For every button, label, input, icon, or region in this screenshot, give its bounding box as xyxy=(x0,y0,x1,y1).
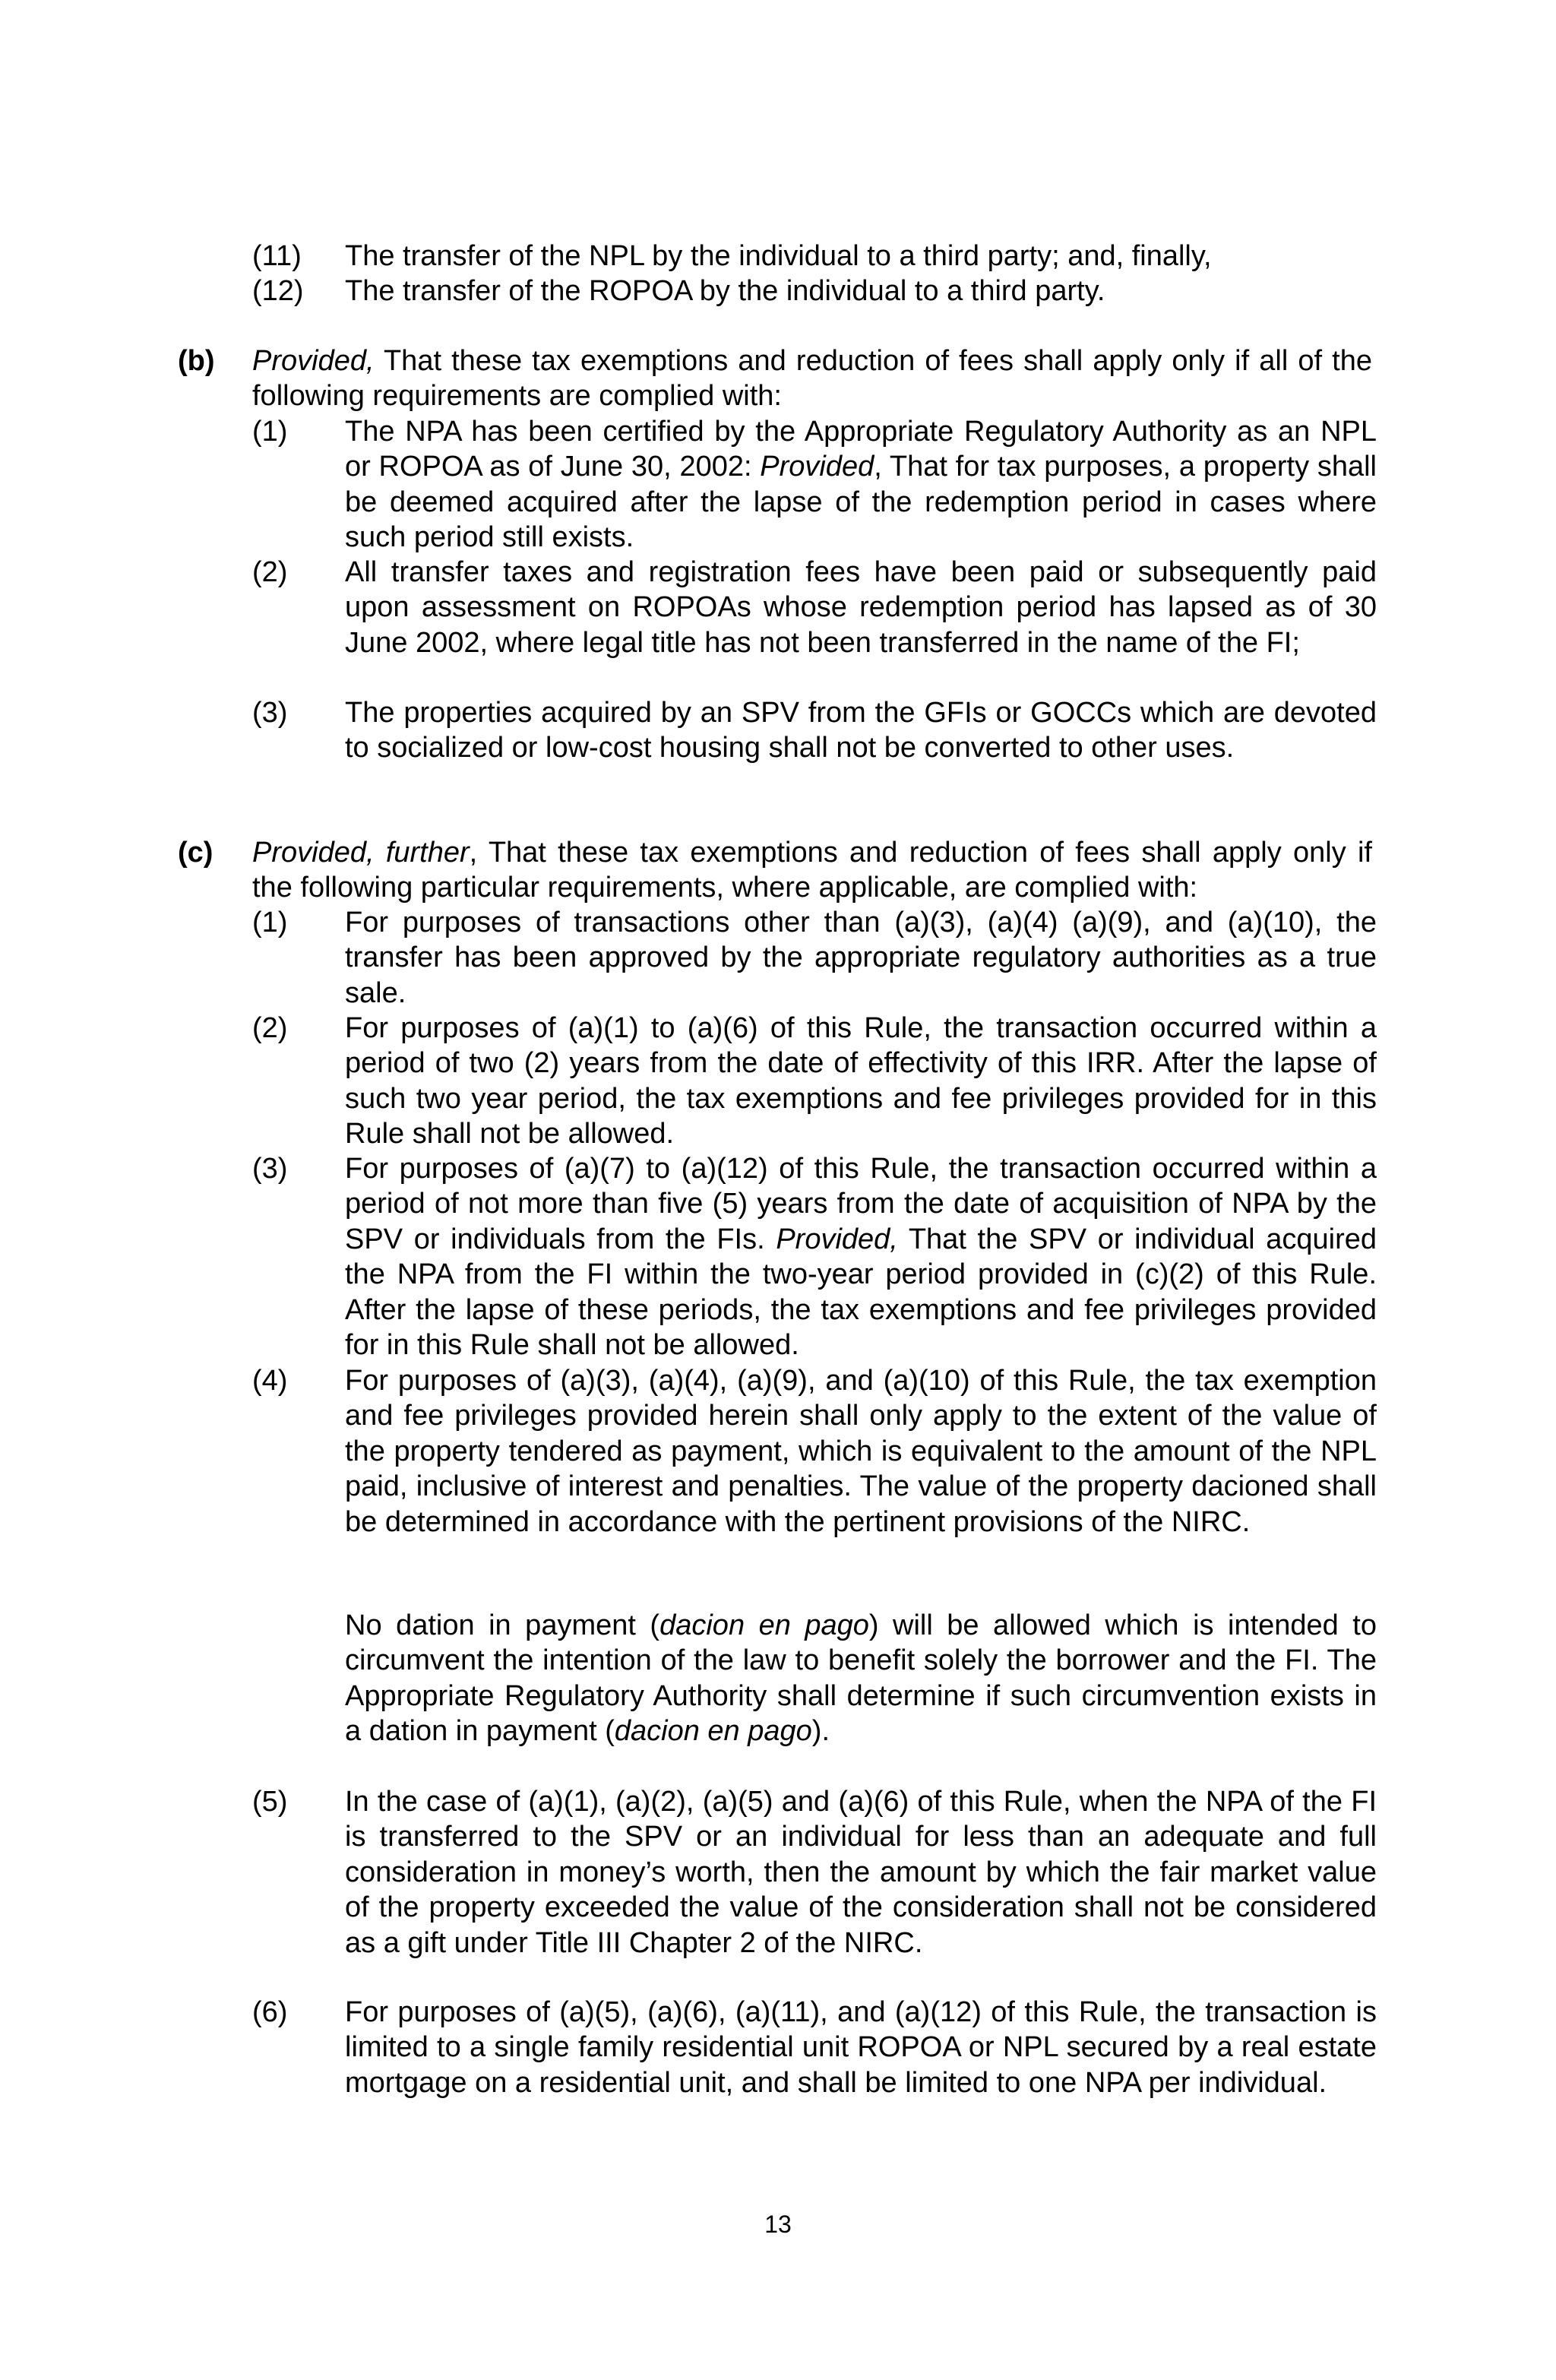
text-run: ). xyxy=(811,1715,830,1748)
item-text: In the case of (a)(1), (a)(2), (a)(5) and (a)(6) of this Rule, when the NPA of the FI is transferred to the SPV or an individual for less than an adequate and full consideration in money’s worth, then the amount by which the fair market value of the property exceeded the value of the consideration shall not be considered as a gift under Title III Chapter 2 of the NIRC. xyxy=(345,1786,1377,1959)
item-number: (1) xyxy=(252,416,288,448)
item-text xyxy=(345,414,1377,555)
text-run: For purposes of (a)(7) to (a)(12) of this Rule, the transaction occurred within a period of not more than five (5) years from the date of acquisition of NPA by the SPV or individuals from the FIs. xyxy=(345,1153,1377,1255)
section-intro xyxy=(252,835,1372,906)
item-text: The properties acquired by an SPV from the GFIs or GOCCs which are devoted to socialized or low-cost housing shall not be converted to other uses. xyxy=(345,697,1377,764)
item-number: (2) xyxy=(252,556,288,588)
item-number: (4) xyxy=(252,1365,288,1397)
text-run: ) will be allowed which is intended to circumvent the intention of the law to benefit solely the borrower and the FI. The Appropriate Regulatory Authority shall determine if such circumvention exists in a dation in payment ( xyxy=(345,1609,1377,1748)
intro-text: , That these tax exemptions and reduction of fees shall apply only if the following particular requirements, where applicable, are complied with: xyxy=(252,837,1372,904)
item-text: For purposes of transactions other than (a)(3), (a)(4) (a)(9), and (a)(10), the transfer has been approved by the appropriate regulatory authorities as a true sale. xyxy=(345,907,1377,1009)
text-run: No dation in payment ( xyxy=(345,1609,660,1641)
intro-italic: Provided, xyxy=(252,345,375,377)
item-text: For purposes of (a)(1) to (a)(6) of this Rule, the transaction occurred within a period of two (2) years from the date of effectivity of this IRR. After the lapse of such two year period, the tax exemptions and fee privileges provided for in this Rule shall not be allowed. xyxy=(345,1012,1377,1150)
item-number: (1) xyxy=(252,907,288,938)
item-text: The transfer of the NPL by the individual to a third party; and, finally, xyxy=(345,240,1212,272)
section-label: (c) xyxy=(178,837,213,869)
item-text xyxy=(345,1151,1377,1362)
section-intro xyxy=(252,343,1372,414)
text-run-italic: Provided xyxy=(760,451,874,483)
text-run-italic: dacion en pago xyxy=(659,1609,869,1641)
item-number: (3) xyxy=(252,697,288,729)
item-text: All transfer taxes and registration fees have been paid or subsequently paid upon assessment on ROPOAs whose redemption period has lapsed as of 30 June 2002, where legal title has not been transferred in the name of the FI; xyxy=(345,556,1377,659)
text-run: That the SPV or individual acquired the NPA from the FI within the two-year period provided in (c)(2) of this Rule. After the lapse of these periods, the tax exemptions and fee privileges provided for in this Rule shall not be allowed. xyxy=(345,1223,1377,1362)
dacion-paragraph xyxy=(345,1608,1377,1749)
text-run: The NPA has been certified by the Appropriate Regulatory Authority as an NPL or ROPOA as of June 30, 2002: xyxy=(345,416,1377,483)
text-run: , That for tax purposes, a property shall be deemed acquired after the lapse of the redemption period in cases where such period still exists. xyxy=(345,451,1377,554)
item-number: (3) xyxy=(252,1153,288,1185)
item-number: (5) xyxy=(252,1786,288,1818)
page-number: 13 xyxy=(764,2211,792,2238)
item-number: (6) xyxy=(252,1996,288,2028)
item-text: The transfer of the ROPOA by the individual to a third party. xyxy=(345,275,1105,307)
text-run-italic: dacion en pago xyxy=(614,1715,812,1748)
text-run-italic: Provided, xyxy=(776,1223,898,1255)
intro-italic: Provided, further xyxy=(252,837,470,869)
item-text: For purposes of (a)(5), (a)(6), (a)(11), and (a)(12) of this Rule, the transaction is limited to a single family residential unit ROPOA or NPL secured by a real estate mortgage on a residential unit, and shall be limited to one NPA per individual. xyxy=(345,1996,1377,2099)
intro-text: That these tax exemptions and reduction of fees shall apply only if all of the following requirements are complied with: xyxy=(252,345,1372,413)
item-number: (11) xyxy=(252,240,302,272)
item-number: (12) xyxy=(252,275,304,307)
item-number: (2) xyxy=(252,1012,288,1044)
section-label: (b) xyxy=(178,345,215,377)
item-text: For purposes of (a)(3), (a)(4), (a)(9), and (a)(10) of this Rule, the tax exemption and fee privileges provided herein shall only apply to the extent of the value of the property tendered as payment, which is equivalent to the amount of the NPL paid, inclusive of interest and penalties. The value of the property dacioned shall be determined in accordance with the pertinent provisions of the NIRC. xyxy=(345,1365,1377,1538)
